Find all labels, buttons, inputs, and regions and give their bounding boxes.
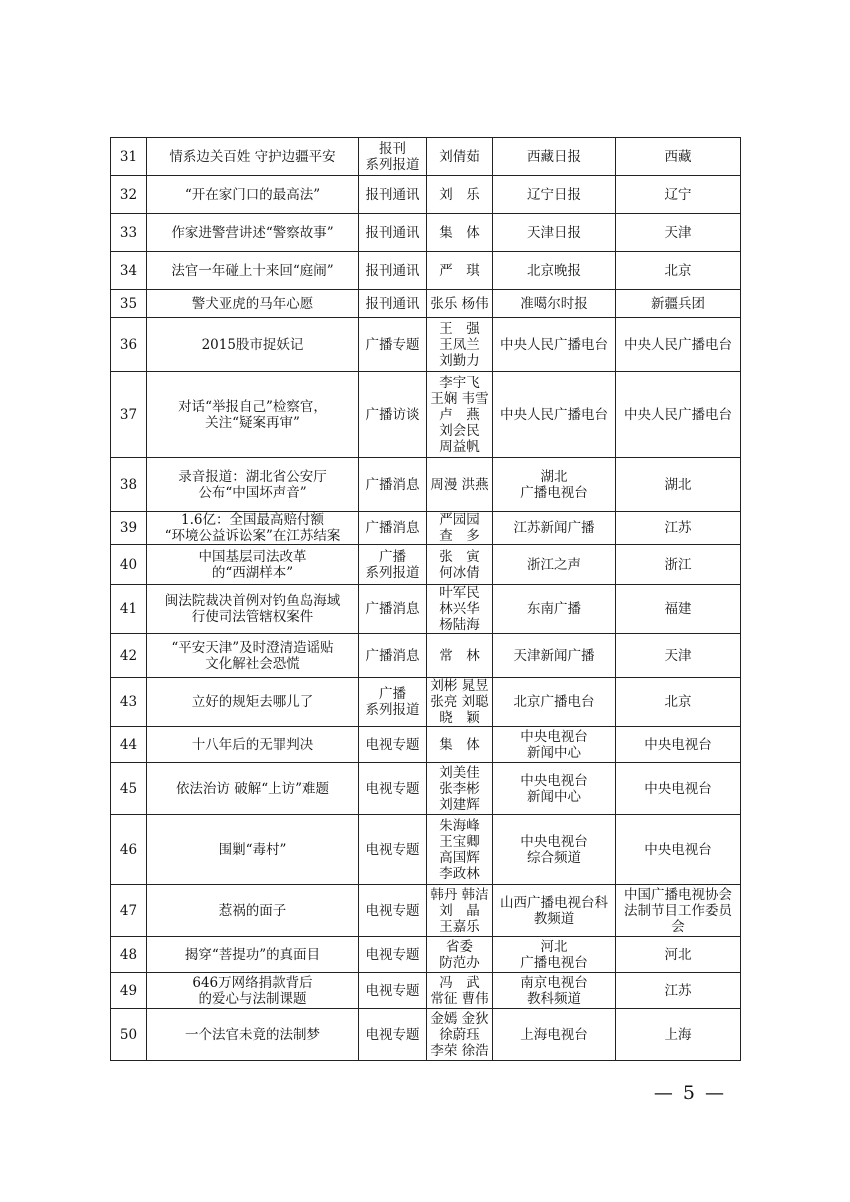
row-media: 湖北 广播电视台: [493, 458, 616, 512]
row-author: 集 体: [427, 727, 493, 763]
table-row: [111, 318, 741, 372]
table-row: [111, 815, 741, 885]
row-number: 39: [111, 512, 147, 545]
row-category: 报刊通讯: [359, 290, 427, 318]
row-title: 依法治访 破解“上访”难题: [147, 763, 359, 815]
row-recommender: 浙江: [616, 545, 741, 585]
row-category: 广播消息: [359, 585, 427, 634]
row-category: 广播消息: [359, 458, 427, 512]
row-media: 南京电视台 教科频道: [493, 973, 616, 1009]
row-category: 广播 系列报道: [359, 678, 427, 727]
row-media: 中央人民广播电台: [493, 318, 616, 372]
row-author: 刘倩茹: [427, 138, 493, 176]
table-row: [111, 176, 741, 214]
row-title: 1.6亿：全国最高赔付额 “环境公益诉讼案”在江苏结案: [147, 512, 359, 545]
row-title: 一个法官未竟的法制梦: [147, 1009, 359, 1061]
row-title: 作家进警营讲述“警察故事”: [147, 214, 359, 252]
row-category: 广播专题: [359, 318, 427, 372]
row-author: 李宇飞 王娴 韦雪 卢 燕 刘会民 周益帆: [427, 372, 493, 458]
row-title: 对话“举报自己”检察官， 关注“疑案再审”: [147, 372, 359, 458]
row-number: 36: [111, 318, 147, 372]
row-media: 中央电视台 综合频道: [493, 815, 616, 885]
row-author: 集 体: [427, 214, 493, 252]
row-author: 严园园 查 多: [427, 512, 493, 545]
table-row: [111, 763, 741, 815]
row-category: 电视专题: [359, 973, 427, 1009]
row-number: 37: [111, 372, 147, 458]
awards-table: [110, 137, 741, 1061]
row-media: 河北 广播电视台: [493, 937, 616, 973]
row-recommender: 辽宁: [616, 176, 741, 214]
row-recommender: 上海: [616, 1009, 741, 1061]
row-author: 韩丹 韩洁 刘 晶 王嘉乐: [427, 885, 493, 937]
table-row: [111, 973, 741, 1009]
row-category: 电视专题: [359, 727, 427, 763]
row-media: 东南广播: [493, 585, 616, 634]
row-number: 49: [111, 973, 147, 1009]
table-row: [111, 937, 741, 973]
row-recommender: 中国广播电视协会 法制节目工作委员 会: [616, 885, 741, 937]
row-number: 45: [111, 763, 147, 815]
row-author: 王 强 王凤兰 刘勤力: [427, 318, 493, 372]
row-author: 张 寅 何冰倩: [427, 545, 493, 585]
row-category: 电视专题: [359, 763, 427, 815]
row-title: 法官一年碰上十来回“庭闹”: [147, 252, 359, 290]
row-author: 冯 武 常征 曹伟: [427, 973, 493, 1009]
table-row: [111, 290, 741, 318]
row-title: 中国基层司法改革 的“西湖样本”: [147, 545, 359, 585]
row-title: 2015股市捉妖记: [147, 318, 359, 372]
row-title: 揭穿“菩提功”的真面目: [147, 937, 359, 973]
row-category: 广播消息: [359, 634, 427, 678]
table-row: [111, 545, 741, 585]
row-number: 50: [111, 1009, 147, 1061]
row-media: 中央人民广播电台: [493, 372, 616, 458]
row-category: 电视专题: [359, 885, 427, 937]
row-recommender: 北京: [616, 252, 741, 290]
row-title: 围剿“毒村”: [147, 815, 359, 885]
row-author: 朱海峰 王宝卿 高国辉 李政林: [427, 815, 493, 885]
table-row: [111, 678, 741, 727]
row-title: 情系边关百姓 守护边疆平安: [147, 138, 359, 176]
row-recommender: 江苏: [616, 512, 741, 545]
row-number: 35: [111, 290, 147, 318]
row-media: 北京晚报: [493, 252, 616, 290]
row-media: 中央电视台 新闻中心: [493, 763, 616, 815]
row-author: 周漫 洪燕: [427, 458, 493, 512]
row-media: 准噶尔时报: [493, 290, 616, 318]
table-row: [111, 512, 741, 545]
row-title: 十八年后的无罪判决: [147, 727, 359, 763]
row-number: 48: [111, 937, 147, 973]
row-recommender: 新疆兵团: [616, 290, 741, 318]
row-number: 41: [111, 585, 147, 634]
row-recommender: 中央人民广播电台: [616, 372, 741, 458]
row-category: 电视专题: [359, 937, 427, 973]
table-row: [111, 727, 741, 763]
row-recommender: 西藏: [616, 138, 741, 176]
row-author: 刘彬 晁昱 张亮 刘聪 晓 颖: [427, 678, 493, 727]
row-media: 山西广播电视台科 教频道: [493, 885, 616, 937]
row-media: 辽宁日报: [493, 176, 616, 214]
row-media: 西藏日报: [493, 138, 616, 176]
row-author: 省委 防范办: [427, 937, 493, 973]
row-category: 报刊通讯: [359, 252, 427, 290]
row-author: 严 琪: [427, 252, 493, 290]
row-number: 32: [111, 176, 147, 214]
row-category: 报刊 系列报道: [359, 138, 427, 176]
row-media: 江苏新闻广播: [493, 512, 616, 545]
row-recommender: 江苏: [616, 973, 741, 1009]
row-recommender: 天津: [616, 634, 741, 678]
row-recommender: 中央人民广播电台: [616, 318, 741, 372]
row-category: 广播消息: [359, 512, 427, 545]
table-row: [111, 634, 741, 678]
row-title: 警犬亚虎的马年心愿: [147, 290, 359, 318]
table-row: [111, 885, 741, 937]
row-recommender: 湖北: [616, 458, 741, 512]
row-recommender: 中央电视台: [616, 727, 741, 763]
row-author: 张乐 杨伟: [427, 290, 493, 318]
page-number: — 5 —: [653, 1082, 726, 1104]
row-recommender: 福建: [616, 585, 741, 634]
table-row: [111, 252, 741, 290]
row-author: 金嫣 金狄 徐蔚珏 李荣 徐浩: [427, 1009, 493, 1061]
row-recommender: 中央电视台: [616, 815, 741, 885]
row-title: “开在家门口的最高法”: [147, 176, 359, 214]
row-author: 刘 乐: [427, 176, 493, 214]
row-media: 中央电视台 新闻中心: [493, 727, 616, 763]
row-media: 天津新闻广播: [493, 634, 616, 678]
row-recommender: 河北: [616, 937, 741, 973]
row-number: 42: [111, 634, 147, 678]
row-media: 浙江之声: [493, 545, 616, 585]
row-title: 立好的规矩去哪儿了: [147, 678, 359, 727]
row-author: 常 林: [427, 634, 493, 678]
row-number: 46: [111, 815, 147, 885]
row-number: 43: [111, 678, 147, 727]
table-row: [111, 1009, 741, 1061]
row-number: 40: [111, 545, 147, 585]
row-title: 录音报道：湖北省公安厅 公布“中国坏声音”: [147, 458, 359, 512]
table-row: [111, 214, 741, 252]
table-row: [111, 585, 741, 634]
row-recommender: 北京: [616, 678, 741, 727]
row-author: 刘美佳 张李彬 刘建辉: [427, 763, 493, 815]
row-category: 报刊通讯: [359, 214, 427, 252]
table-row: [111, 372, 741, 458]
row-category: 广播 系列报道: [359, 545, 427, 585]
row-title: 646万网络捐款背后 的爱心与法制课题: [147, 973, 359, 1009]
row-author: 叶军民 林兴华 杨陆海: [427, 585, 493, 634]
row-category: 电视专题: [359, 1009, 427, 1061]
row-number: 33: [111, 214, 147, 252]
row-number: 44: [111, 727, 147, 763]
row-recommender: 中央电视台: [616, 763, 741, 815]
row-number: 38: [111, 458, 147, 512]
row-media: 天津日报: [493, 214, 616, 252]
row-recommender: 天津: [616, 214, 741, 252]
row-title: 闽法院裁决首例对钓鱼岛海域 行使司法管辖权案件: [147, 585, 359, 634]
row-category: 报刊通讯: [359, 176, 427, 214]
row-number: 31: [111, 138, 147, 176]
row-title: 惹祸的面子: [147, 885, 359, 937]
row-category: 广播访谈: [359, 372, 427, 458]
row-media: 北京广播电台: [493, 678, 616, 727]
table-row: [111, 138, 741, 176]
row-category: 电视专题: [359, 815, 427, 885]
row-number: 34: [111, 252, 147, 290]
row-title: “平安天津”及时澄清造谣贴 文化解社会恐慌: [147, 634, 359, 678]
row-number: 47: [111, 885, 147, 937]
row-media: 上海电视台: [493, 1009, 616, 1061]
table-row: [111, 458, 741, 512]
